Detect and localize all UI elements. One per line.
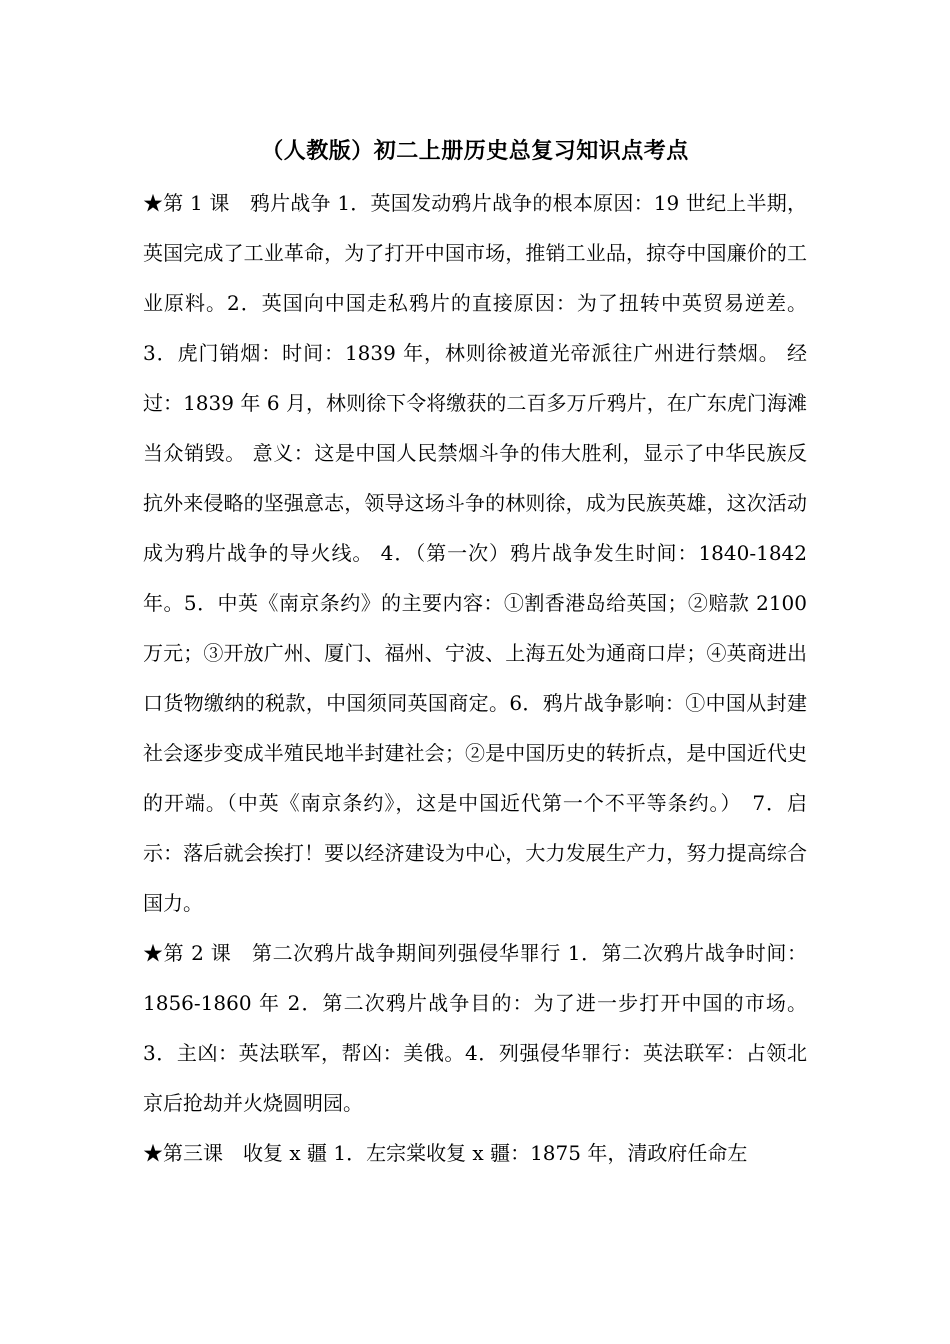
document-title: （人教版）初二上册历史总复习知识点考点	[261, 139, 689, 164]
document-body	[143, 178, 807, 1178]
paragraph-lesson-1: ★第 1 课 鸦片战争 1．英国发动鸦片战争的根本原因：19 世纪上半期，英国完成了工业革命，为了打开中国市场，推销工业品，掠夺中国廉价的工业原料。2．英国向中国走私鸦片的直接原因：为了扭转中英贸易逆差。 3．虎门销烟：时间：1839 年，林则徐被道光帝派往广州进行禁烟。 经过：1839 年 6 月，林则徐下令将缴获的二百多万斤鸦片，在广东虎门海滩当众销毁。 意义：这是中国人民禁烟斗争的伟大胜利，显示了中华民族反抗外来侵略的坚强意志，领导这场斗争的林则徐，成为民族英雄，这次活动成为鸦片战争的导火线。 4．（第一次）鸦片战争发生时间：1840-1842 年。5．中英《南京条约》的主要内容：①割香港岛给英国；②赔款 2100 万元；③开放广州、厦门、福州、宁波、上海五处为通商口岸；④英商进出口货物缴纳的税款，中国须同英国商定。6．鸦片战争影响：①中国从封建社会逐步变成半殖民地半封建社会；②是中国历史的转折点，是中国近代史的开端。（中英《南京条约》，这是中国近代第一个不平等条约。） 7．启示：落后就会挨打！要以经济建设为中心，大力发展生产力，努力提高综合国力。	[143, 191, 807, 915]
paragraph-lesson-2: ★第 2 课 第二次鸦片战争期间列强侵华罪行 1．第二次鸦片战争时间：1856-1860 年 2．第二次鸦片战争目的：为了进一步打开中国的市场。3．主凶：英法联军，帮凶：美俄。4．列强侵华罪行：英法联军：占领北京后抢劫并火烧圆明园。	[143, 941, 807, 1115]
paragraph-lesson-3: ★第三课 收复 x 疆 1．左宗棠收复 x 疆：1875 年，清政府任命左	[143, 1141, 748, 1165]
